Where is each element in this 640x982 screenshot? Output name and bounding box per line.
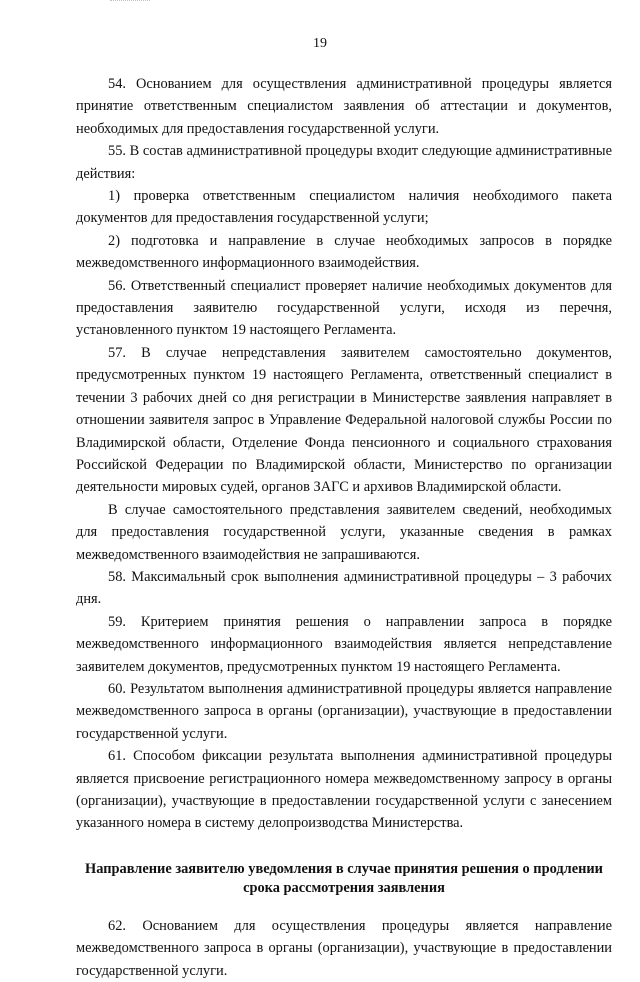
document-body	[76, 73, 612, 982]
paragraph-59: 59. Критерием принятия решения о направлении запроса в порядке межведомственного информационного взаимодействия является непредставление заявителем документов, предусмотренных пунктом 19 настоящего Регламента.	[76, 613, 612, 675]
page-number: 19	[313, 36, 327, 51]
paragraph-58: 58. Максимальный срок выполнения административной процедуры – 3 рабочих дня.	[76, 568, 612, 608]
paragraph-55: 55. В состав административной процедуры входит следующие административные действия:	[76, 143, 612, 182]
scan-artifact	[110, 0, 150, 6]
list-item-1: 1) проверка ответственным специалистом наличия необходимого пакета документов для предоставления государственной услуги;	[76, 188, 612, 227]
section-heading: Направление заявителю уведомления в случае принятия решения о продлении срока рассмотрения заявления	[85, 860, 603, 896]
paragraph-57: 57. В случае непредставления заявителем самостоятельно документов, предусмотренных пунктом 19 настоящего Регламента, ответственный специалист в течении 3 рабочих дней со дня регистрации в Министерстве заявления направляет в отношении заявителя запрос в Управление Федеральной налоговой службы России по Владимирской области, Отделение Фонда пенсионного и социального страхования Российской Федерации по Владимирской области, Министерство по организации деятельности мировых судей, органов ЗАГС и архивов Владимирской области.	[76, 344, 612, 496]
paragraph-57-continued: В случае самостоятельного представления заявителем сведений, необходимых для предоставления государственной услуги, указанные сведения в рамках межведомственного взаимодействия не запрашиваются.	[76, 501, 612, 563]
list-item-2: 2) подготовка и направление в случае необходимых запросов в порядке межведомственного информационного взаимодействия.	[76, 232, 612, 272]
paragraph-60: 60. Результатом выполнения административной процедуры является направление межведомственного запроса в органы (организации), участвующие в предоставлении государственной услуги.	[76, 680, 612, 742]
paragraph-54: 54. Основанием для осуществления административной процедуры является принятие ответственным специалистом заявления об аттестации и документов, необходимых для предоставления государственной услуги.	[76, 76, 612, 137]
paragraph-61: 61. Способом фиксации результата выполнения административной процедуры является присвоение регистрационного номера межведомственному запросу в органы (организации), участвующие в предоставлении государственной услуги с занесением указанного номера в систему делопроизводства Министерства.	[76, 748, 612, 832]
paragraph-62: 62. Основанием для осуществления процедуры является направление межведомственного запроса в органы (организации), участвующие в предоставлении государственной услуги.	[76, 917, 612, 979]
paragraph-56: 56. Ответственный специалист проверяет наличие необходимых документов для предоставления заявителю государственной услуги, исходя из перечня, установленного пунктом 19 настоящего Регламента.	[76, 277, 612, 339]
